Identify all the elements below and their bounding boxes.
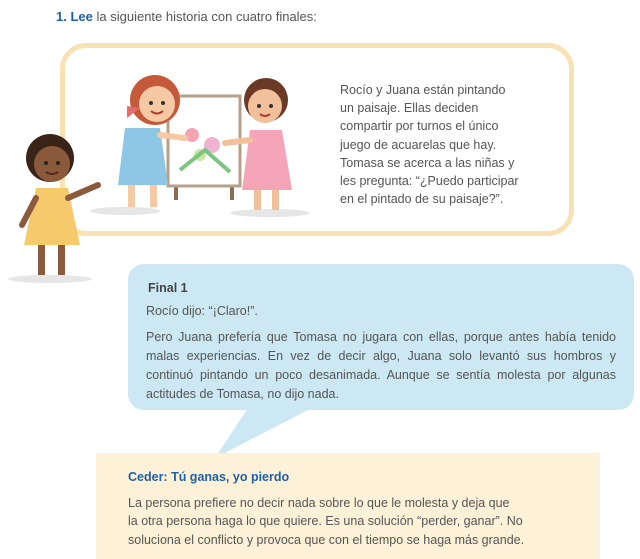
final-paragraph-1: Rocío dijo: “¡Claro!”. [146,304,258,318]
item-number: 1. [56,9,67,24]
story-line: les pregunta: “¿Puedo participar [340,174,519,189]
concept-title: Ceder: Tú ganas, yo pierdo [128,470,290,484]
story-line: Tomasa se acerca a las niñas y [340,155,515,170]
story-line: en el pintado de su paisaje?”. [340,192,504,207]
concept-line: la otra persona haga lo que quiere. Es una solución “perder, ganar”. No [128,514,523,529]
story-line: Rocío y Juana están pintando [340,83,506,97]
final-paragraph-2: Pero Juana prefería que Tomasa no jugara con ellas, porque antes había tenido malas experiencias. En vez de decir algo, Juana solo levantó sus hombros y continuó pintando un poco desanimada. Aunque se sentía molesta por algunas actitudes de Tomasa, no dijo nada. [146,330,616,401]
story-line: juego de acuarelas que hay. [340,137,497,152]
final-title: Final 1 [148,281,188,295]
concept-line: La persona prefiere no decir nada sobre lo que le molesta y deja que [128,496,510,510]
instruction-verb: Lee [70,9,93,24]
story-line: compartir por turnos el único [340,119,499,134]
concept-text [128,494,580,549]
instruction-text: la siguiente historia con cuatro finales: [96,9,317,24]
concept-line: soluciona el conflicto y provoca que con el tiempo se haga más grande. [128,532,525,547]
story-line: un paisaje. Ellas deciden [340,101,479,116]
